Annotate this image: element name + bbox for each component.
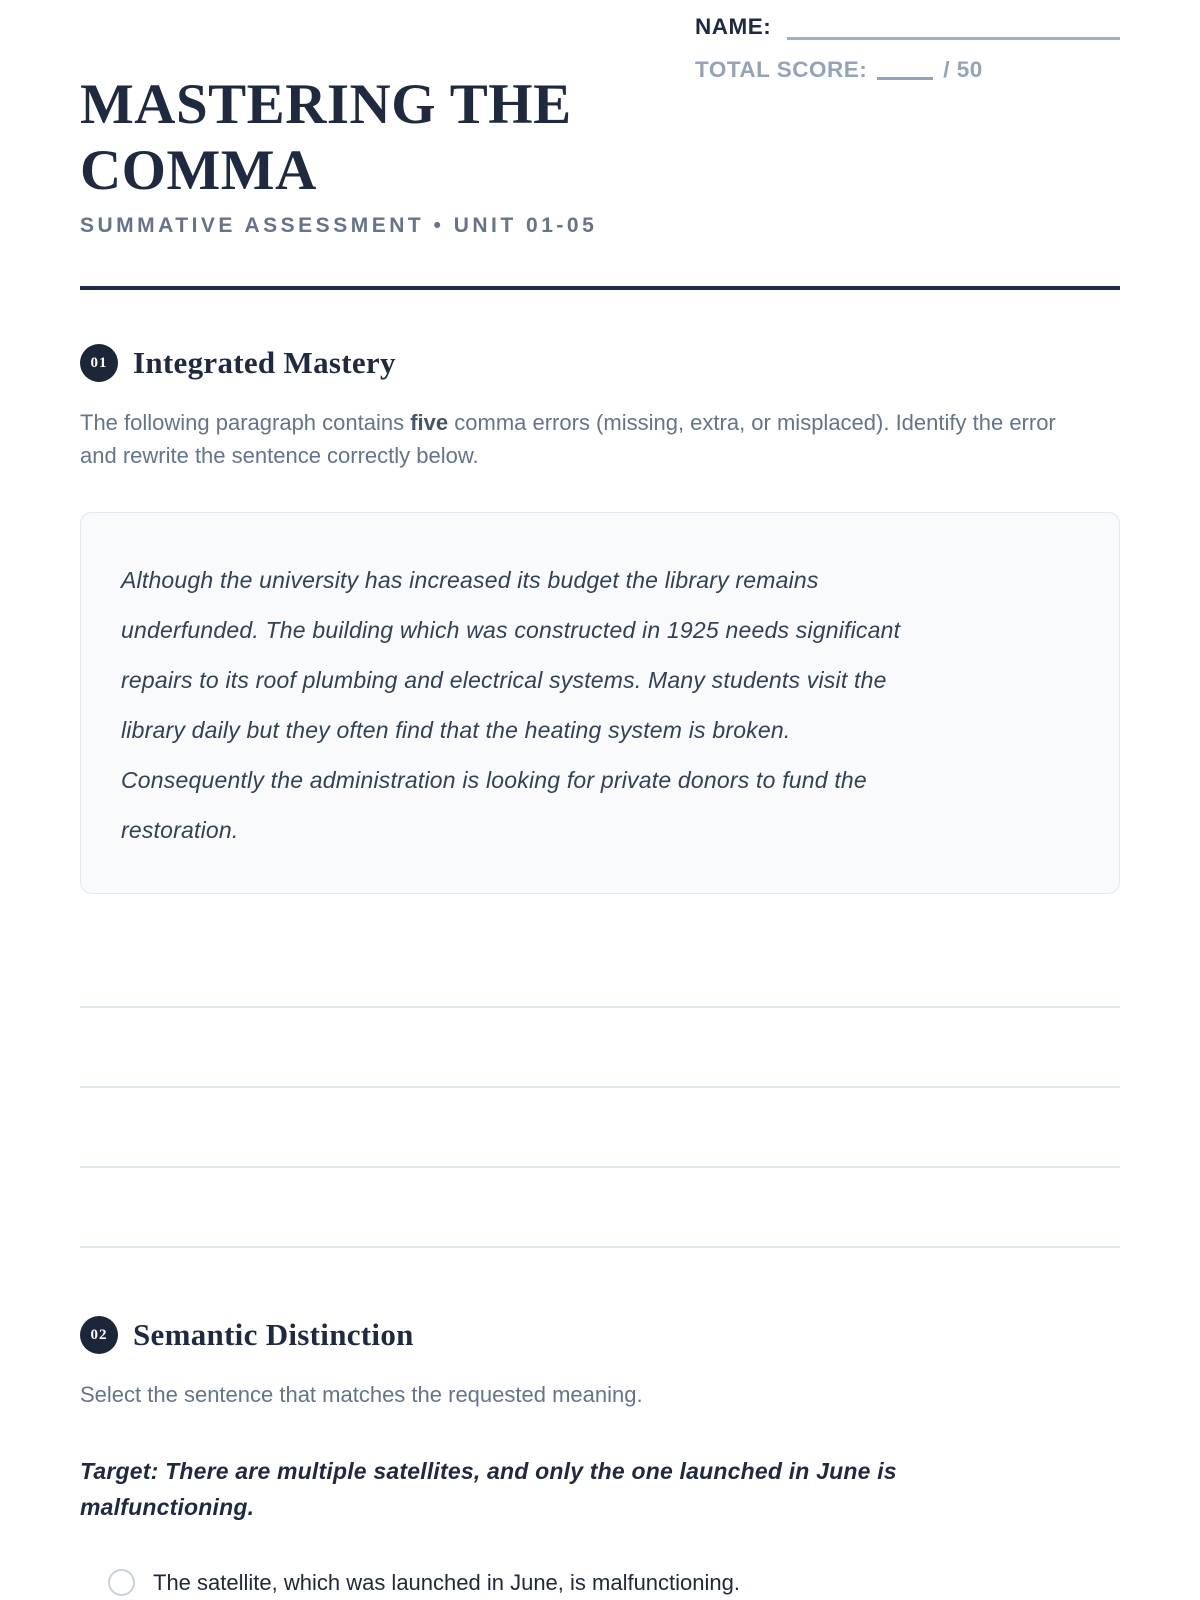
score-label: TOTAL SCORE: xyxy=(695,57,868,82)
section2-instruction: Select the sentence that matches the requested meaning. xyxy=(80,1382,643,1407)
score-total: / 50 xyxy=(943,57,983,82)
passage-line: library daily but they often find that the heating system is broken. xyxy=(121,717,791,743)
passage-line: restoration. xyxy=(121,817,239,843)
passage-line: Consequently the administration is looking for private donors to fund the xyxy=(121,767,867,793)
instruction-text-post: comma errors (missing, extra, or misplaced). Identify the error and rewrite the sentence correctly below. xyxy=(80,410,1056,468)
section1-header xyxy=(80,344,1120,382)
instruction-text-pre: The following paragraph contains xyxy=(80,410,411,435)
header-divider xyxy=(80,286,1120,290)
section2-header xyxy=(80,1316,1120,1354)
score-blank-line[interactable] xyxy=(877,56,933,80)
name-blank-line[interactable] xyxy=(787,14,1120,40)
section1-number-badge: 01 xyxy=(80,344,118,382)
section2-number-badge: 02 xyxy=(80,1316,118,1354)
passage-line: Although the university has increased its budget the library remains xyxy=(121,567,819,593)
passage-box xyxy=(80,512,1120,894)
passage-line: repairs to its roof plumbing and electrical systems. Many students visit the xyxy=(121,667,887,693)
answer-line[interactable] xyxy=(80,1246,1120,1248)
section2-title: Semantic Distinction xyxy=(133,1317,414,1352)
name-score-block xyxy=(695,10,1120,83)
page-subtitle: SUMMATIVE ASSESSMENT • UNIT 01-05 xyxy=(80,214,598,237)
name-label: NAME: xyxy=(695,14,772,39)
answer-option-row[interactable] xyxy=(108,1569,1120,1596)
instruction-text-bold: five xyxy=(410,410,449,435)
section1-instruction xyxy=(80,406,1085,472)
option-label: The satellite, which was launched in June, is malfunctioning. xyxy=(153,1569,740,1595)
answer-lines xyxy=(80,1006,1120,1248)
radio-button-icon[interactable] xyxy=(108,1569,135,1596)
section1-title: Integrated Mastery xyxy=(133,345,396,380)
header xyxy=(80,0,1120,238)
answer-line[interactable] xyxy=(80,1086,1120,1088)
page-title: MASTERING THE COMMA xyxy=(80,73,572,202)
answer-line[interactable] xyxy=(80,1166,1120,1168)
passage-line: underfunded. The building which was constructed in 1925 needs significant xyxy=(121,617,901,643)
answer-line[interactable] xyxy=(80,1006,1120,1008)
name-row xyxy=(695,10,1120,40)
target-sentence: Target: There are multiple satellites, and only the one launched in June is malfunctioning. xyxy=(80,1458,897,1520)
score-row xyxy=(695,56,1120,83)
